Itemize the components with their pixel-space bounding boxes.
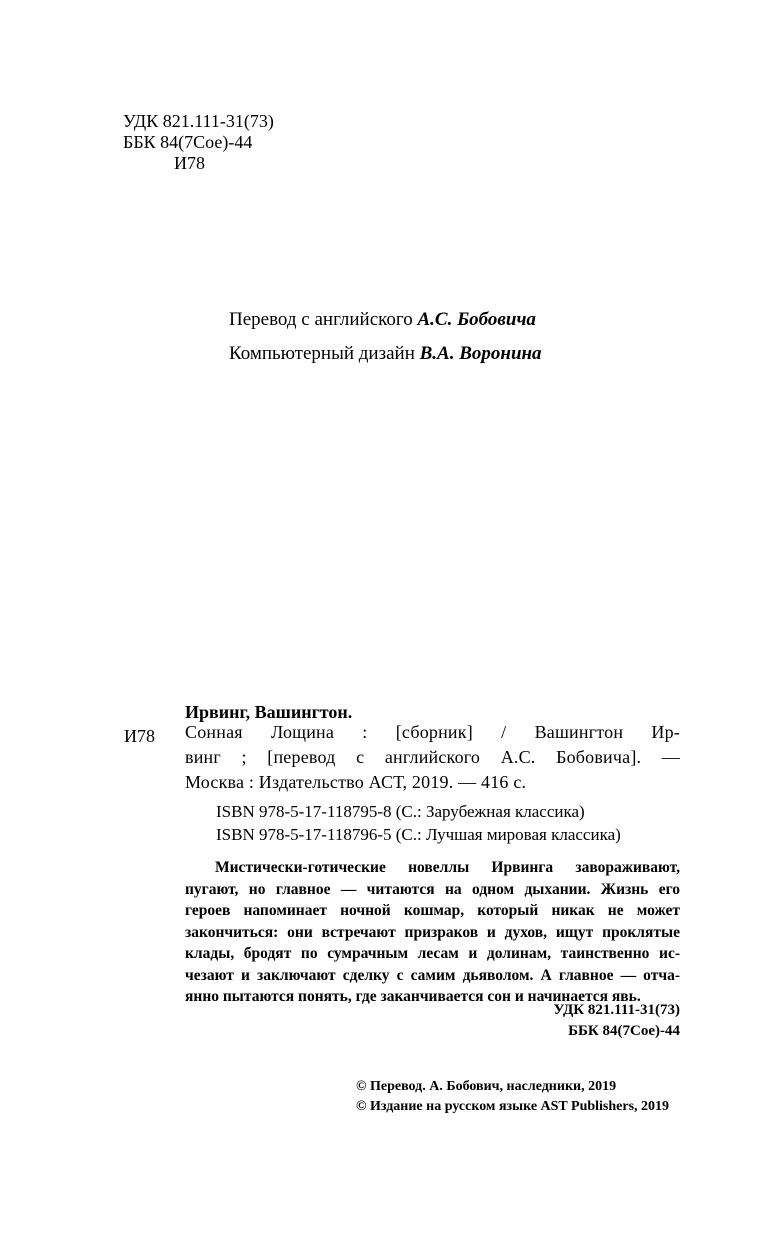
design-credit	[229, 342, 542, 366]
annotation-line: Мистически-готические новеллы Ирвинга завораживают,	[215, 859, 680, 876]
copyright-translation: © Перевод. А. Бобович, наследники, 2019	[356, 1079, 617, 1094]
copyright-edition: © Издание на русском языке AST Publishers, 2019	[356, 1099, 670, 1114]
bibliographic-description	[185, 720, 680, 795]
annotation-line: чезают и заключают сделку с самим дьяволом. А главное — отча-	[185, 966, 680, 984]
author-code: И78	[174, 153, 205, 173]
annotation	[185, 857, 680, 1008]
design-label: Компьютерный дизайн	[229, 343, 415, 364]
annotation-line: клады, бродят по сумрачным лесам и долинам, таинственно ис-	[185, 945, 680, 962]
designer-name: В.А. Воронина	[419, 343, 542, 364]
isbn-line: ISBN 978-5-17-118795-8 (С.: Зарубежная классика)	[216, 802, 585, 821]
translation-label: Перевод с английского	[229, 309, 413, 330]
udk-code-bottom: УДК 821.111-31(73)	[553, 1002, 680, 1018]
biblio-line: винг ; [перевод с английского А.С. Бобовича]. —	[185, 747, 680, 767]
annotation-line: пугают, но главное — читаются на одном дыхании. Жизнь его	[185, 880, 680, 898]
isbn-line: ISBN 978-5-17-118796-5 (С.: Лучшая мировая классика)	[216, 825, 621, 844]
biblio-line: Сонная Лощина : [сборник] / Вашингтон Ир-	[185, 722, 680, 742]
annotation-line: героев напоминает ночной кошмар, который никак не может	[185, 902, 680, 919]
biblio-line: Москва : Издательство АСТ, 2019. — 416 с.	[185, 772, 527, 792]
translator-name: А.С. Бобовича	[417, 309, 536, 330]
annotation-line: закончиться: они встречают призраков и духов, ищут проклятые	[185, 923, 680, 941]
udk-code: УДК 821.111-31(73)	[123, 111, 274, 131]
bibliographic-author-code: И78	[124, 726, 155, 746]
author-heading: Ирвинг, Вашингтон.	[185, 702, 353, 722]
bbk-code: ББК 84(7Сое)-44	[123, 132, 253, 152]
bbk-code-bottom: ББК 84(7Сое)-44	[568, 1023, 680, 1039]
annotation-line: янно пытаются понять, где заканчивается сон и начинается явь.	[185, 988, 641, 1005]
translation-credit	[229, 308, 536, 332]
